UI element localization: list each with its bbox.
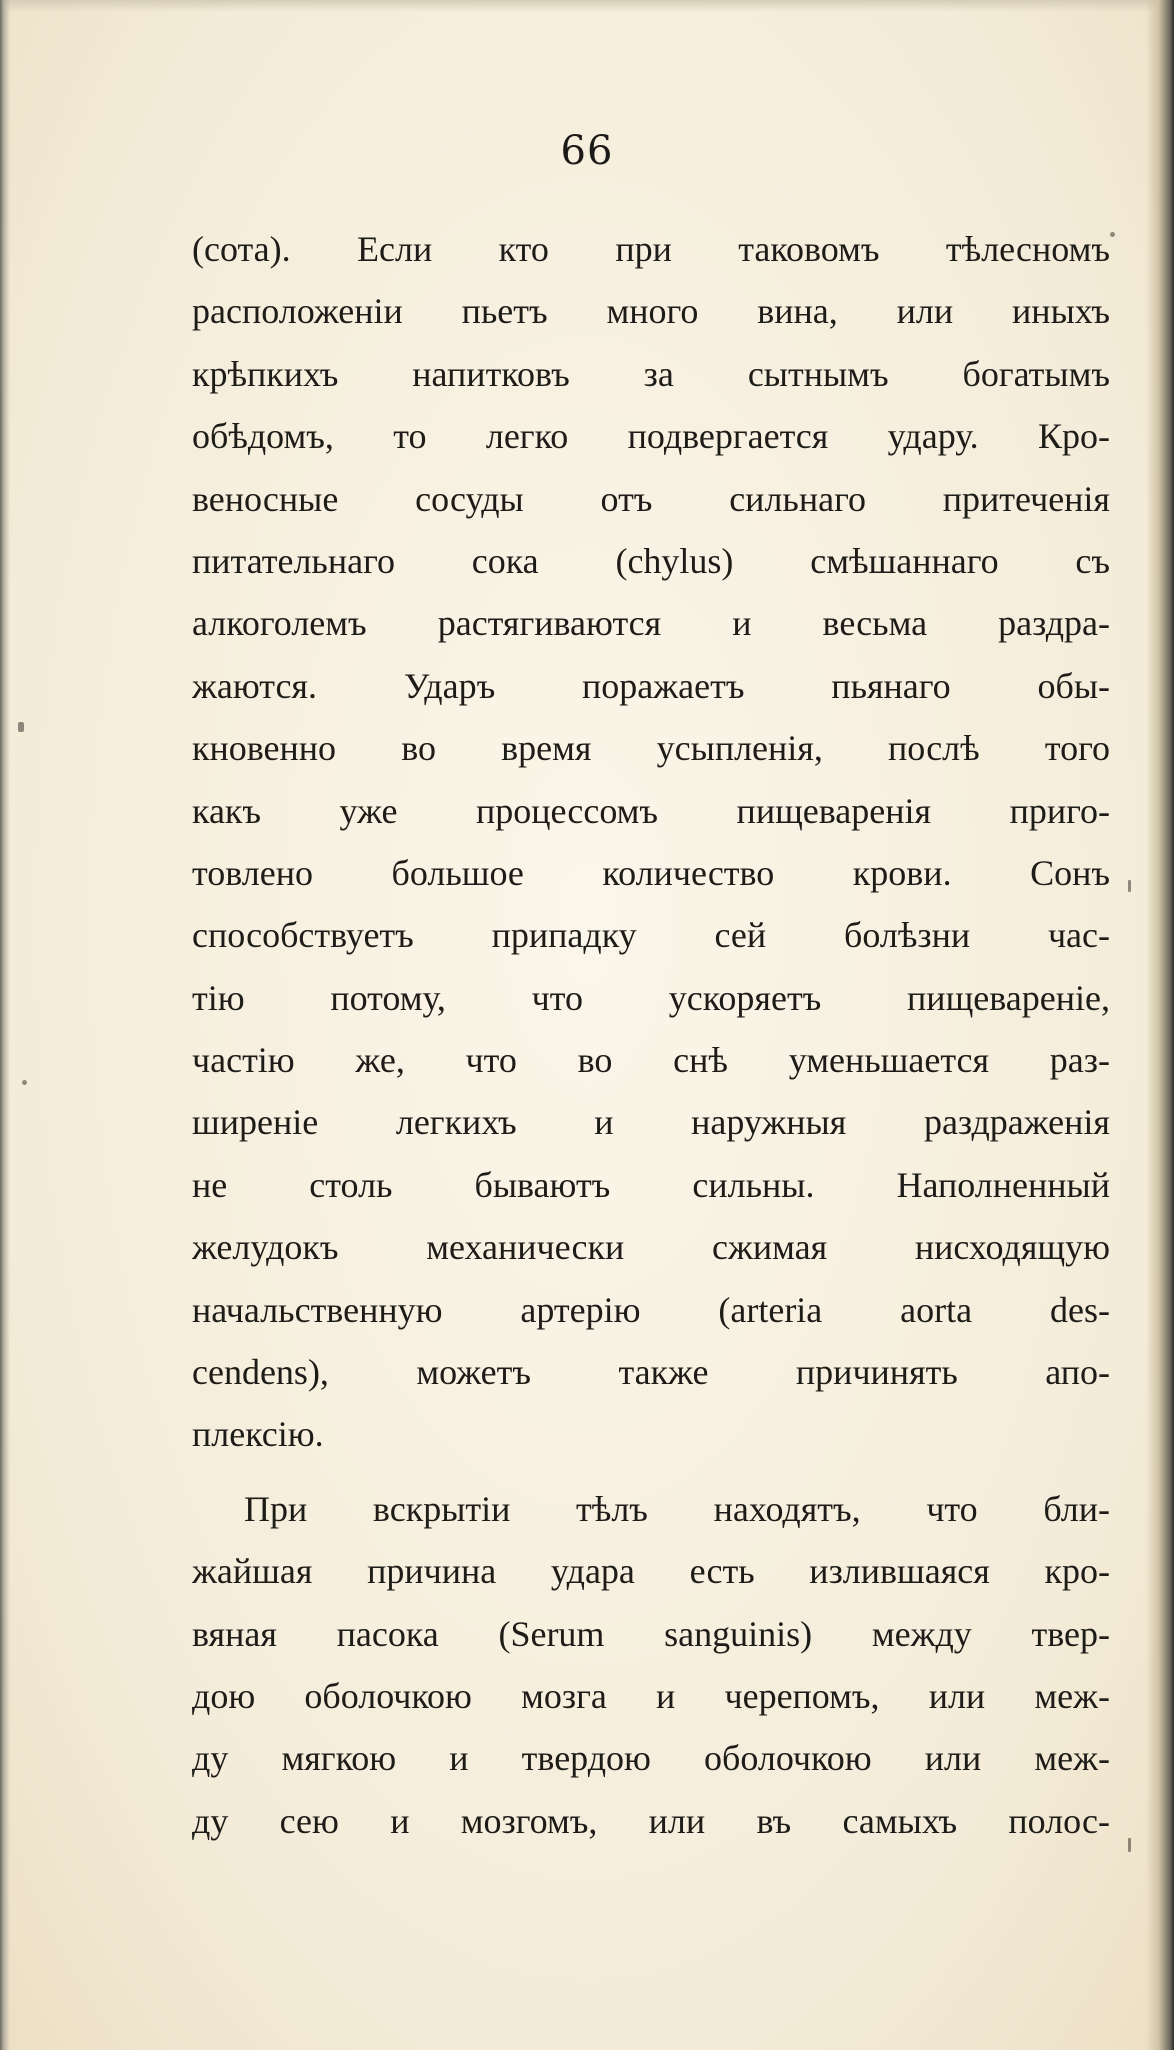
text-line: веносные сосуды отъ сильнаго притеченія bbox=[192, 478, 1110, 519]
text-line: ширеніе легкихъ и наружныя раздраженія bbox=[192, 1102, 1110, 1143]
paper-speck bbox=[1128, 1838, 1131, 1852]
text-line: расположеніи пьетъ много вина, или иныхъ bbox=[192, 291, 1110, 332]
text-line: товлено большое количество крови. Сонъ bbox=[192, 852, 1110, 893]
paper-speck bbox=[1110, 232, 1115, 237]
text-line: жайшая причина удара есть излившаяся кро- bbox=[192, 1551, 1110, 1592]
text-line: дою оболочкою мозга и черепомъ, или меж- bbox=[192, 1675, 1110, 1716]
text-line: алкоголемъ растягиваются и весьма раздра- bbox=[192, 603, 1110, 644]
paper-speck bbox=[18, 722, 24, 732]
text-line: крѣпкихъ напитковъ за сытнымъ богатымъ bbox=[192, 353, 1110, 394]
text-line: ду сею и мозгомъ, или въ самыхъ полос- bbox=[192, 1800, 1110, 1841]
text-line: кновенно во время усыпленія, послѣ того bbox=[192, 728, 1110, 769]
text-line: питательнаго сока (chylus) смѣшаннаго съ bbox=[192, 540, 1110, 581]
page-top-edge-shadow bbox=[0, 0, 1174, 12]
body-text bbox=[192, 218, 1110, 1852]
paper-speck bbox=[1128, 880, 1131, 892]
paragraph-gap bbox=[192, 1466, 1110, 1478]
text-line: cendens), можетъ также причинять апо- bbox=[192, 1352, 1110, 1393]
text-line: (сота). Если кто при таковомъ тѣлесномъ bbox=[192, 229, 1110, 269]
text-line: ду мягкою и твердою оболочкою или меж- bbox=[192, 1738, 1110, 1779]
paper-speck bbox=[22, 1080, 27, 1085]
page-number: 66 bbox=[560, 128, 614, 174]
text-line: При вскрытіи тѣлъ находятъ, что бли- bbox=[244, 1488, 1110, 1529]
paragraph-1 bbox=[192, 218, 1110, 1466]
text-line: жаются. Ударъ поражаетъ пьянаго обы- bbox=[192, 665, 1110, 706]
paragraph-2 bbox=[192, 1478, 1110, 1852]
page-right-edge-shadow bbox=[1146, 0, 1174, 2050]
text-line: не столь бываютъ сильны. Наполненный bbox=[192, 1164, 1110, 1205]
text-line: какъ уже процессомъ пищеваренія приго- bbox=[192, 790, 1110, 831]
text-line: тію потому, что ускоряетъ пищевареніе, bbox=[192, 977, 1110, 1018]
text-line: начальственную артерію (arteria aorta des- bbox=[192, 1289, 1110, 1330]
text-line: вяная пасока (Serum sanguinis) между твер- bbox=[192, 1613, 1110, 1654]
text-line: желудокъ механически сжимая нисходящую bbox=[192, 1227, 1110, 1268]
text-line: плексію. bbox=[192, 1414, 324, 1455]
text-line: способствуетъ припадку сей болѣзни час- bbox=[192, 915, 1110, 956]
text-line: обѣдомъ, то легко подвергается удару. Кро- bbox=[192, 416, 1110, 457]
page-left-edge-shadow bbox=[0, 0, 10, 2050]
text-line: частію же, что во снѣ уменьшается раз- bbox=[192, 1040, 1110, 1081]
